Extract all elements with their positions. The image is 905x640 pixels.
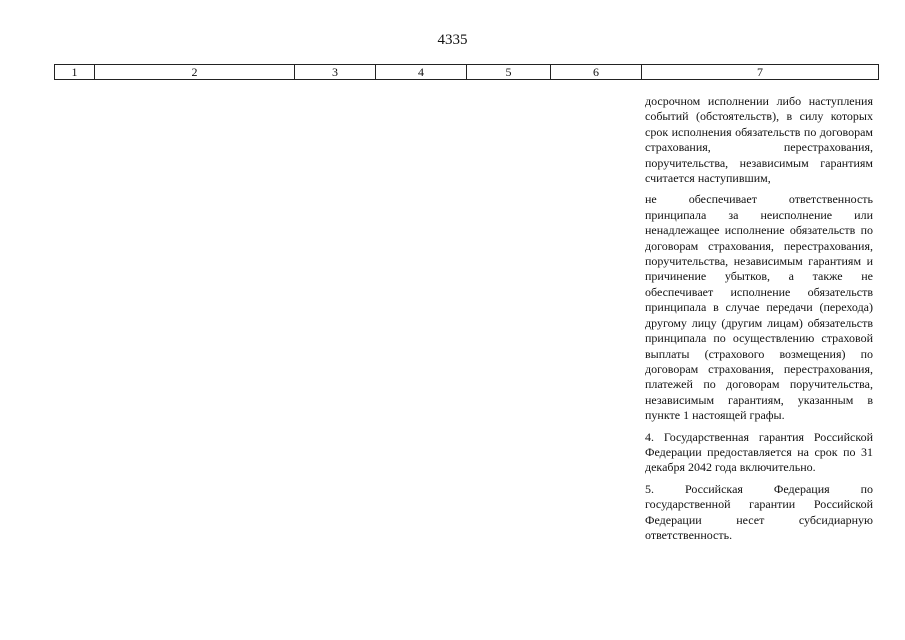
column-header-1: 1 (55, 65, 95, 79)
paragraph-early-performance: досрочном исполнении либо наступления событий (обстоятельств), в силу которых срок исполнения обязательств по договорам страхования, перестрахования, поручительства, независимым гарантиям считается наступившим, (645, 94, 873, 186)
paragraph-not-secured-liability: не обеспечивает ответственность принципала за неисполнение или ненадлежащее исполнение обязательств по договорам страхования, перестрахования, поручительства, независимым гарантиям и причинение убытков, а также не обеспечивает исполнение обязательств принципала в случае передачи (перехода) другому лицу (другим лицам) обязательств принципала по осуществлению страховой выплаты (страхового возмещения) по договорам страхования, перестрахования, платежей по договорам поручительства, независимым гарантиям, указанным в пункте 1 настоящей графы. (645, 192, 873, 423)
page-number: 4335 (437, 32, 468, 48)
column-7-content (645, 94, 873, 549)
column-header-5: 5 (467, 65, 551, 79)
column-header-7: 7 (757, 65, 763, 79)
paragraph-guarantee-term: 4. Государственная гарантия Российской Федерации предоставляется на срок по 31 декабря 2042 года включительно. (645, 429, 873, 475)
table-header-row (54, 64, 879, 80)
column-header-3: 3 (295, 65, 376, 79)
column-header-4: 4 (376, 65, 467, 79)
column-header-2: 2 (95, 65, 295, 79)
column-header-6: 6 (551, 65, 642, 79)
paragraph-subsidiary-liability: 5. Российская Федерация по государственной гарантии Российской Федерации несет субсидиарную ответственность. (645, 481, 873, 542)
